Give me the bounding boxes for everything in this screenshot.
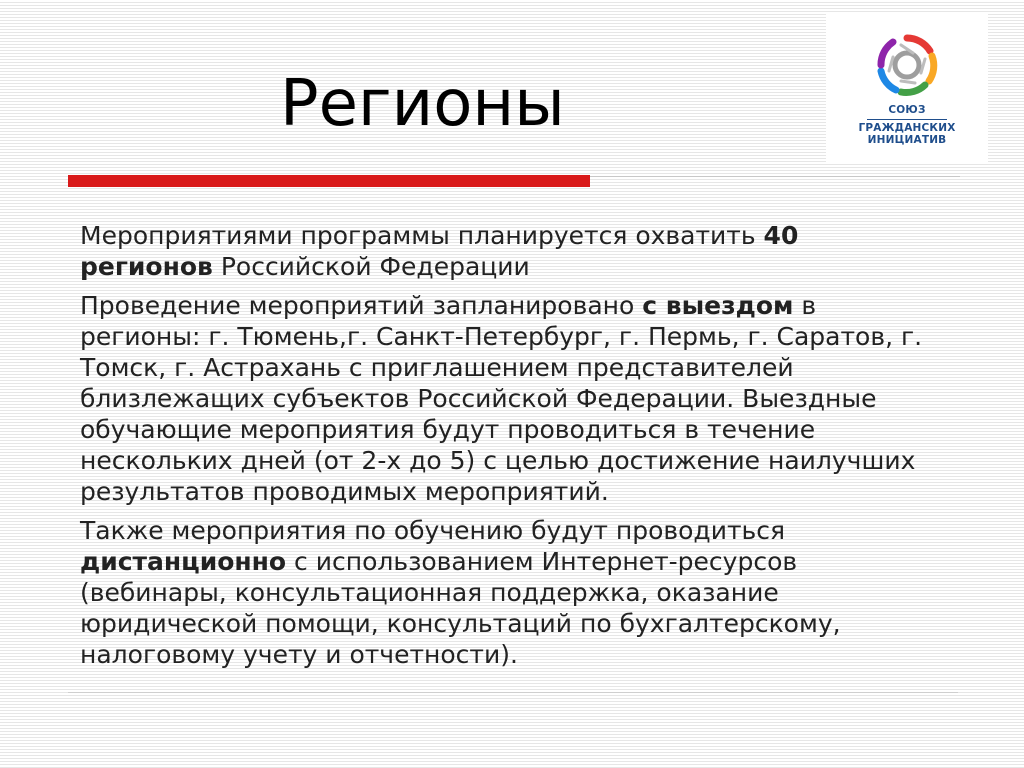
- paragraph-3-text-2: с использованием Интернет-ресурсов (вебинары, консультационная поддержка, оказание юридической помощи, консультаций по бухгалтерскому, налоговому учету и отчетности).: [80, 547, 841, 669]
- slide-body: [80, 220, 930, 678]
- paragraph-2-bold: с выездом: [642, 291, 794, 320]
- logo-text: [826, 104, 988, 147]
- paragraph-1-text-2: Российской Федерации: [212, 252, 530, 281]
- logo-line-3: ИНИЦИАТИВ: [867, 134, 947, 146]
- paragraph-1: [80, 220, 930, 282]
- paragraph-3-bold: дистанционно: [80, 547, 287, 576]
- bottom-rule: [68, 692, 958, 693]
- title-underline-rule: [590, 176, 960, 177]
- paragraph-2-text-1: Проведение мероприятий запланировано: [80, 291, 643, 320]
- title-underline-accent: [68, 175, 590, 187]
- paragraph-1-text-1: Мероприятиями программы планируется охватить: [80, 221, 764, 250]
- organization-logo: [826, 12, 988, 164]
- paragraph-1-bold: 40 регионов: [80, 221, 799, 281]
- logo-line-1: СОЮЗ: [888, 104, 926, 116]
- slide-title: Регионы: [280, 67, 565, 141]
- paragraph-3-text-1: Также мероприятия по обучению будут проводиться: [80, 516, 786, 545]
- logo-line-2: ГРАЖДАНСКИХ: [858, 121, 956, 134]
- paragraph-2-text-2: в регионы: г. Тюмень,г. Санкт-Петербург, г. Пермь, г. Саратов, г. Томск, г. Астрахань с приглашением представителей близлежащих субъектов Российской Федерации. Выездные обучающие мероприятия будут проводиться в течение нескольких дней (от 2-х до 5) с целью достижение наилучших результатов проводимых мероприятий.: [80, 291, 923, 506]
- logo-emblem-icon: [872, 30, 942, 100]
- paragraph-3: [80, 515, 930, 670]
- paragraph-2: [80, 290, 930, 507]
- logo-rule: [867, 119, 947, 120]
